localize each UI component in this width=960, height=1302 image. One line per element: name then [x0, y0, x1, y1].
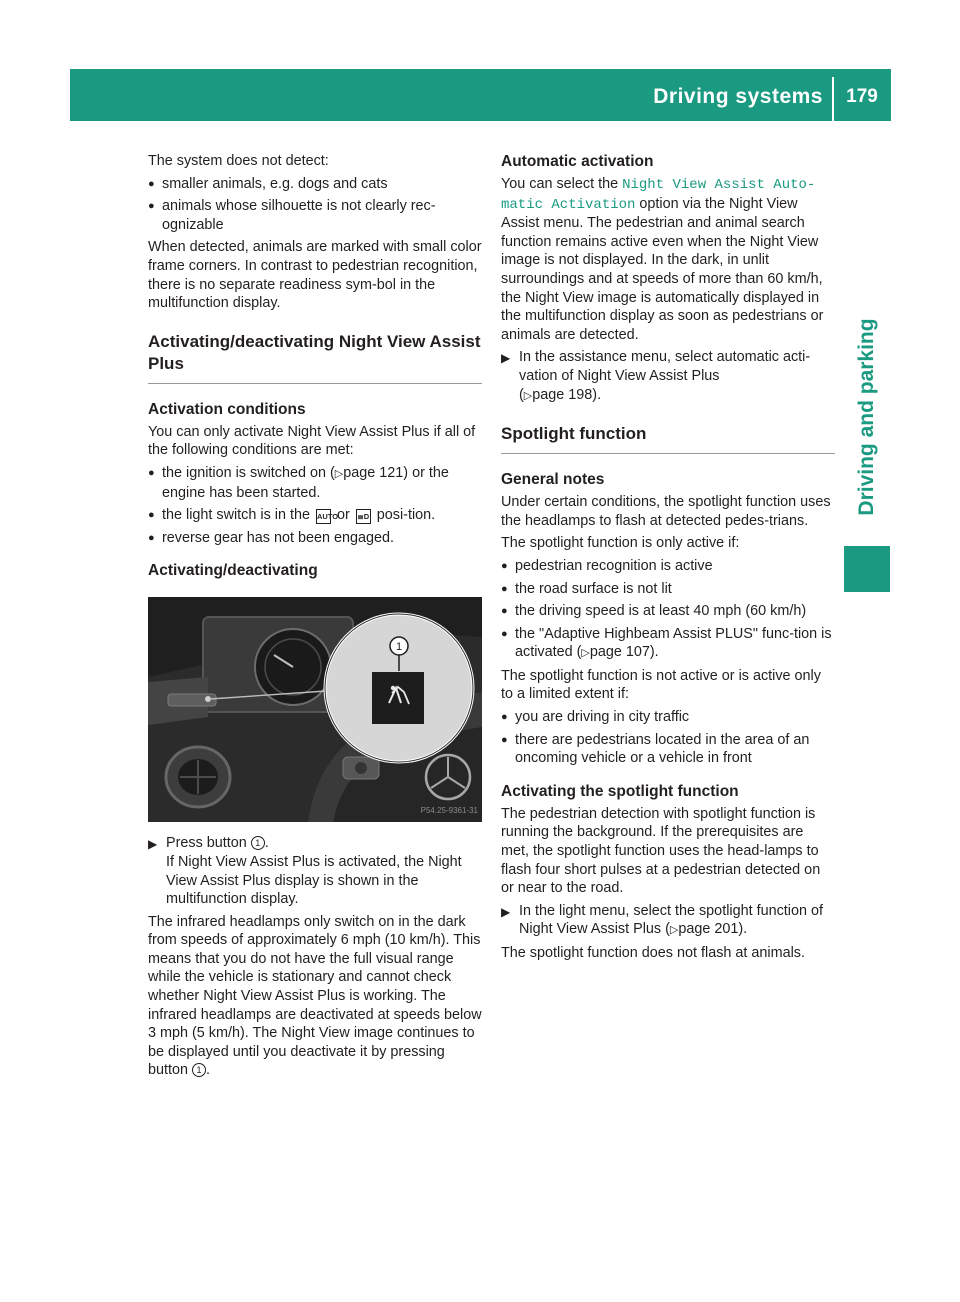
list-item: ● there are pedestrians located in the area of an oncoming vehicle or a vehicle in front: [501, 731, 810, 767]
side-tab: [844, 297, 890, 537]
low-beam-icon: ≣D: [356, 509, 371, 524]
bullet-icon: ●: [501, 559, 508, 572]
list-item: ● reverse gear has not been engaged.: [148, 529, 395, 546]
chapter-title: Driving systems: [653, 85, 823, 108]
spotlight-activating-heading: Activating the spotlight function: [501, 782, 739, 800]
bullet-icon: ●: [501, 627, 508, 640]
list-item: ● pedestrian recognition is active: [501, 557, 713, 574]
menu-option: Night View Assist Auto-matic Activation: [501, 177, 816, 213]
bullet-icon: ●: [148, 177, 155, 190]
header-divider: [832, 77, 834, 121]
page-ref-icon: ▷: [669, 924, 679, 937]
page-link[interactable]: page 201: [678, 921, 739, 938]
list-item: ● the road surface is not lit: [501, 580, 672, 597]
bullet-icon: ●: [148, 466, 155, 479]
general-paragraph: Under certain conditions, the spotlight function uses the headlamps to flash at detected pedes-trians.: [501, 494, 831, 529]
bullet-icon: ●: [148, 509, 155, 522]
header-bar: [70, 69, 891, 121]
conditions-intro: You can only activate Night View Assist Plus if all of the following conditions are met:: [148, 423, 476, 459]
side-tab-block: [844, 546, 890, 592]
list-item: ● you are driving in city traffic: [501, 709, 690, 726]
dashboard-illustration: [148, 597, 482, 822]
bullet-icon: ●: [501, 605, 508, 618]
list-item: ● the "Adaptive Highbeam Assist PLUS" func-tion is activated (▷page 107).: [501, 625, 832, 661]
bullet-icon: ●: [501, 582, 508, 595]
list-item: ● animals whose silhouette is not clearly rec-ognizable: [148, 198, 436, 233]
callout-1-icon: 1: [192, 1063, 206, 1077]
instruction-step: ▶ In the assistance menu, select automatic acti-vation of Night View Assist Plus (▷page 198).: [501, 349, 811, 403]
final-paragraph: The spotlight function does not flash at animals.: [501, 945, 805, 961]
conditions-heading: Activation conditions: [148, 400, 306, 418]
intro-text: The system does not detect:: [148, 153, 329, 169]
figure-code: P54.25-9361-31: [420, 805, 478, 815]
arrow-icon: ▶: [501, 904, 511, 919]
arrow-icon: ▶: [501, 351, 511, 366]
page-ref-icon: ▷: [523, 389, 533, 402]
list-item: ● the light switch is in the AUTO or ≣D posi-tion.: [148, 507, 436, 524]
callout-1-icon: 1: [251, 836, 265, 850]
page-link[interactable]: page 107: [589, 644, 650, 661]
dashboard-figure: [148, 597, 482, 822]
auto-light-icon: AUTO: [316, 509, 331, 524]
page-link[interactable]: page 198: [532, 386, 593, 403]
arrow-icon: ▶: [148, 837, 158, 852]
list-item: ● the ignition is switched on (▷page 121) or the engine has been started.: [148, 464, 449, 501]
side-tab-label: Driving and parking: [855, 318, 878, 516]
page-ref-icon: ▷: [334, 467, 344, 480]
detected-paragraph: When detected, animals are marked with small color frame corners. In contrast to pedestrian recognition, there is no separate readiness sym-bol in the multifunction display.: [148, 239, 482, 312]
right-column: [501, 152, 835, 967]
infrared-paragraph: The infrared headlamps only switch on in the dark from speeds of approximately 6 mph (10 km/h). This means that you do not have the full visual range while the vehicle is stationary and cannot check whether Night View Assist Plus is working. The infrared headlamps are deactivated at speeds below 3 mph (5 km/h). The Night View image continues to be displayed until you deactivate it by pressing button 1 .: [148, 913, 482, 1079]
only-active-intro: The spotlight function is only active if:: [501, 535, 740, 552]
spotlight-activating-paragraph: The pedestrian detection with spotlight function is running the background. If the prerequisites are met, the spotlight function uses the head-lamps to flash four short pulses at a pedestrian detected on or near to the road.: [501, 805, 821, 897]
section-title: Activating/deactivating Night View Assist Plus: [148, 331, 482, 384]
auto-paragraph: You can select the Night View Assist Auto-matic Activation option via the Night View Assist menu. The pedestrian and animal search function remains active even when the Night View image is not displayed. In the dark, in unlit surroundings and at speeds of more than 60 km/h, the Night View image is automatically displayed in the multifunction display as soon as pedestrians or animals are detected.: [501, 176, 824, 343]
spotlight-title: Spotlight function: [501, 423, 835, 454]
instruction-step: ▶ Press button 1 . If Night View Assist Plus is activated, the Night View Assist Plus display is shown in the multifunction display.: [148, 835, 462, 908]
not-active-intro: The spotlight function is not active or is active only to a limited extent if:: [501, 667, 821, 703]
bullet-icon: ●: [148, 200, 155, 213]
bullet-icon: ●: [501, 711, 508, 724]
instruction-step: ▶ In the light menu, select the spotlight function of Night View Assist Plus (▷page 201).: [501, 902, 823, 938]
list-item: ● smaller animals, e.g. dogs and cats: [148, 175, 388, 192]
step-result: If Night View Assist Plus is activated, the Night View Assist Plus display is shown in the multifunction display.: [166, 853, 462, 908]
list-item: ● the driving speed is at least 40 mph (60 km/h): [501, 603, 807, 620]
bullet-icon: ●: [148, 531, 155, 544]
page-number: 179: [846, 86, 878, 107]
left-column: [148, 152, 482, 1084]
page-link[interactable]: page 121: [343, 464, 404, 481]
general-heading: General notes: [501, 471, 605, 489]
activating-heading: Activating/deactivating: [148, 562, 318, 580]
bullet-icon: ●: [501, 733, 508, 746]
callout-1-label: 1: [395, 641, 403, 654]
auto-heading: Automatic activation: [501, 153, 654, 170]
page-ref-icon: ▷: [581, 647, 590, 660]
